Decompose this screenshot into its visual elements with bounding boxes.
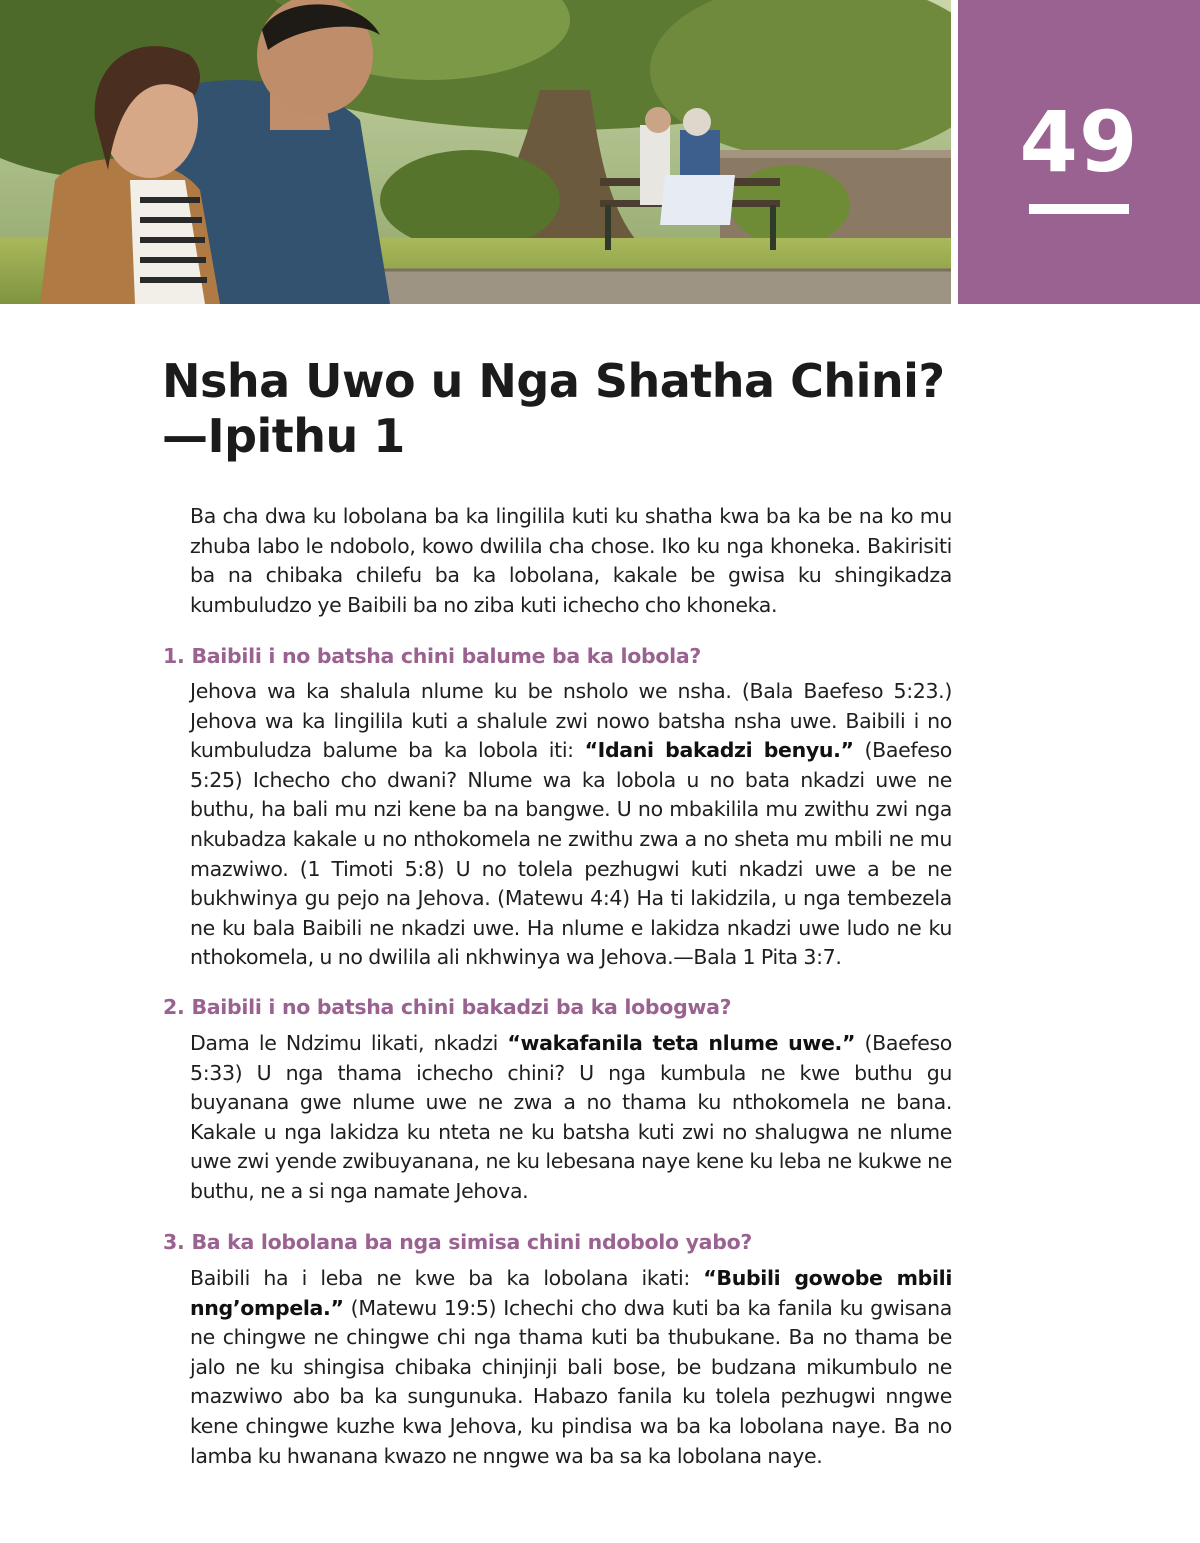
section-2-number: 2. <box>163 995 185 1019</box>
section-3-question-text: Ba ka lobolana ba nga simisa chini ndobolo yabo? <box>191 1230 752 1254</box>
section-3-text-a: Baibili ha i leba ne kwe ba ka lobolana ikati: <box>190 1266 704 1290</box>
section-1-paragraph <box>190 677 952 973</box>
section-3-text-b: (Matewu 19:5) Ichechi cho dwa kuti ba ka fanila ku gwisana ne chingwe ne chingwe chi nga thama kuti ba thubukane. Ba no thama be jalo ne ku shingisa chibaka chinjinji bali bose, be budzana mikumbulo ne mazwiwo abo ba ka sungunuka. Habazo fanila ku tolela pezhugwi nngwe kene chingwe kuzhe kwa Jehova, ku pindisa wa ba ka lobolana naye. Ba no lamba ku hwanana kwazo ne nngwe wa ba sa ka lobolana naye. <box>190 1295 952 1468</box>
section-1-question <box>163 642 953 670</box>
intro-paragraph: Ba cha dwa ku lobolana ba ka lingilila kuti ku shatha kwa ba ka be na ko mu zhuba labo le ndobolo, kowo dwilila cha chose. Iko ku nga khoneka. Bakirisiti ba na chibaka chilefu ba ka lobolana, kakale be gwisa ku shingikadza kumbuludzo ye Baibili ba no ziba kuti ichecho cho khoneka. <box>190 504 952 617</box>
section-1-text-b: (Baefeso 5:25) Ichecho cho dwani? Nlume wa ka lobola u no bata nkadzi uwe ne buthu, ha bali mu nzi kene ba na bangwe. U no mbakilila mu zwithu zwi nga nkubadza kakale u no nthokomela ne zwithu zwa a no sheta mu mbili ne mu mazwiwo. (1 Timoti 5:8) U no tolela pezhugwi kuti nkadzi uwe a be ne bukhwinya gu pejo na Jehova. (Matewu 4:4) Ha ti lakidzila, u nga tembezela ne ku bala Baibili ne nkadzi uwe. Ha nlume e lakidza nkadzi uwe ludo ne ku nthokomela, u no dwilila ali nkhwinya wa Jehova.—Bala 1 Pita 3:7. <box>190 738 952 970</box>
section-2-text-a: Dama le Ndzimu likati, nkadzi <box>190 1031 508 1055</box>
page-title <box>162 354 962 464</box>
title-line-2: —Ipithu 1 <box>162 409 405 463</box>
section-3-number: 3. <box>163 1230 185 1254</box>
section-1-question-text: Baibili i no batsha chini balume ba ka lobola? <box>191 644 702 668</box>
title-line-1: Nsha Uwo u Nga Shatha Chini? <box>162 354 945 408</box>
lesson-divider <box>1029 204 1129 214</box>
lesson-number: 49 <box>1019 93 1139 191</box>
section-3-question <box>163 1228 953 1256</box>
hero-photo <box>0 0 951 304</box>
section-3-quote: “Bubili gowobe mbili nng’ompela.” <box>190 1266 952 1320</box>
section-3-paragraph <box>190 1264 952 1471</box>
section-1-text-a: Jehova wa ka shalula nlume ku be nsholo we nsha. (Bala Baefeso 5:23.) Jehova wa ka lingilila kuti a shalule zwi nowo batsha nsha uwe. Baibili i no kumbuludza balume ba ka lobola iti: <box>190 679 952 763</box>
section-1-number: 1. <box>163 644 185 668</box>
photo-couple-park-icon <box>0 0 951 304</box>
section-2-quote: “wakafanila teta nlume uwe.” <box>507 1031 856 1055</box>
section-2-paragraph <box>190 1029 952 1207</box>
section-2-question-text: Baibili i no batsha chini bakadzi ba ka lobogwa? <box>191 995 732 1019</box>
section-2-text-b: (Baefeso 5:33) U nga thama ichecho chini? U nga kumbula ne kwe buthu gu buyanana gwe nlume uwe ne zwa a no thama ku nthokomela ne bana. Kakale u nga lakidza ku nteta ne ku batsha kuti zwi no shalugwa ne nlume uwe zwi yende zwibuyanana, ne ku lebesana naye kene ku leba ne kukwe ne buthu, ne a si nga namate Jehova. <box>190 1031 952 1203</box>
section-1-quote: “Idani bakadzi benyu.” <box>584 738 854 763</box>
section-2-question <box>163 993 953 1021</box>
lesson-badge <box>958 0 1200 304</box>
